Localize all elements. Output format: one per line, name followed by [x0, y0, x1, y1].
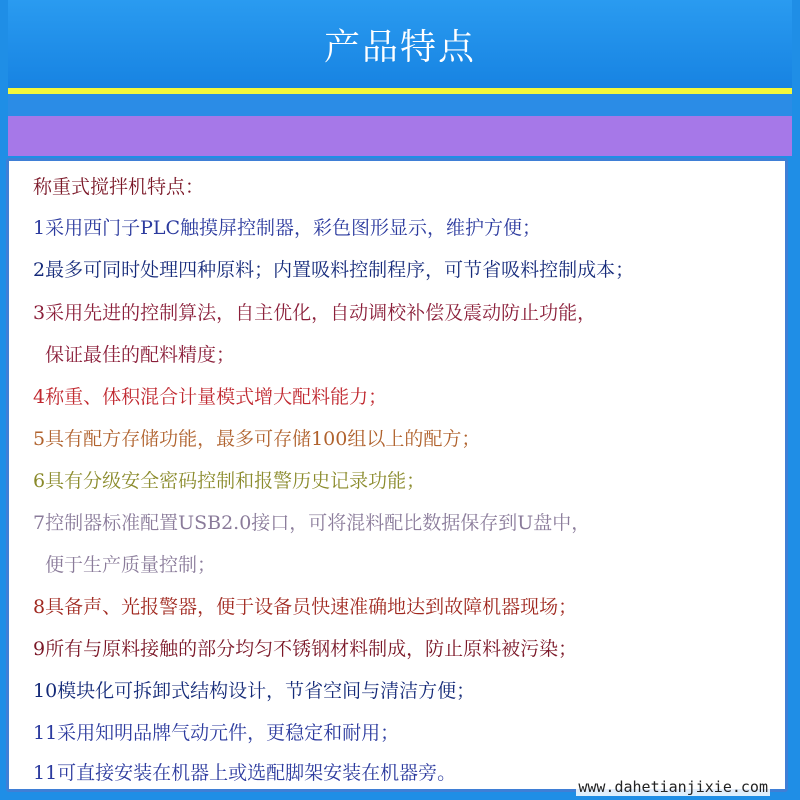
blue-stripe: [8, 94, 792, 116]
website-watermark: www.dahetianjixie.com: [578, 778, 768, 796]
feature-item: 11采用知明品牌气动元件，更稳定和耐用；: [33, 722, 400, 744]
feature-item: 8具备声、光报警器，便于设备员快速准确地达到故障机器现场；: [33, 596, 578, 618]
feature-item: 5具有配方存储功能，最多可存储100组以上的配方；: [33, 428, 481, 450]
feature-item-continued: 便于生产质量控制；: [45, 554, 217, 576]
feature-item: 7控制器标准配置USB2.0接口，可将混料配比数据保存到U盘中，: [33, 512, 591, 534]
feature-item: 2最多可同时处理四种原料；内置吸料控制程序，可节省吸料控制成本；: [33, 259, 635, 281]
feature-item: 3采用先进的控制算法，自主优化，自动调校补偿及震动防止功能，: [33, 302, 597, 324]
feature-item: 1采用西门子PLC触摸屏控制器，彩色图形显示，维护方便；: [33, 217, 542, 239]
feature-item: 10模块化可拆卸式结构设计，节省空间与清洁方便；: [33, 680, 476, 702]
purple-stripe: [8, 116, 792, 156]
feature-item: 11可直接安装在机器上或选配脚架安装在机器旁。: [33, 762, 457, 784]
feature-item: 6具有分级安全密码控制和报警历史记录功能；: [33, 470, 426, 492]
feature-item-continued: 保证最佳的配料精度；: [45, 344, 236, 366]
header-banner: [8, 0, 792, 90]
feature-item: 9所有与原料接触的部分均匀不锈钢材料制成，防止原料被污染；: [33, 638, 578, 660]
features-panel: [6, 158, 788, 792]
page-title: 产品特点: [323, 26, 476, 68]
features-heading: 称重式搅拌机特点：: [33, 176, 205, 198]
feature-item: 4称重、体积混合计量模式增大配料能力；: [33, 386, 388, 408]
